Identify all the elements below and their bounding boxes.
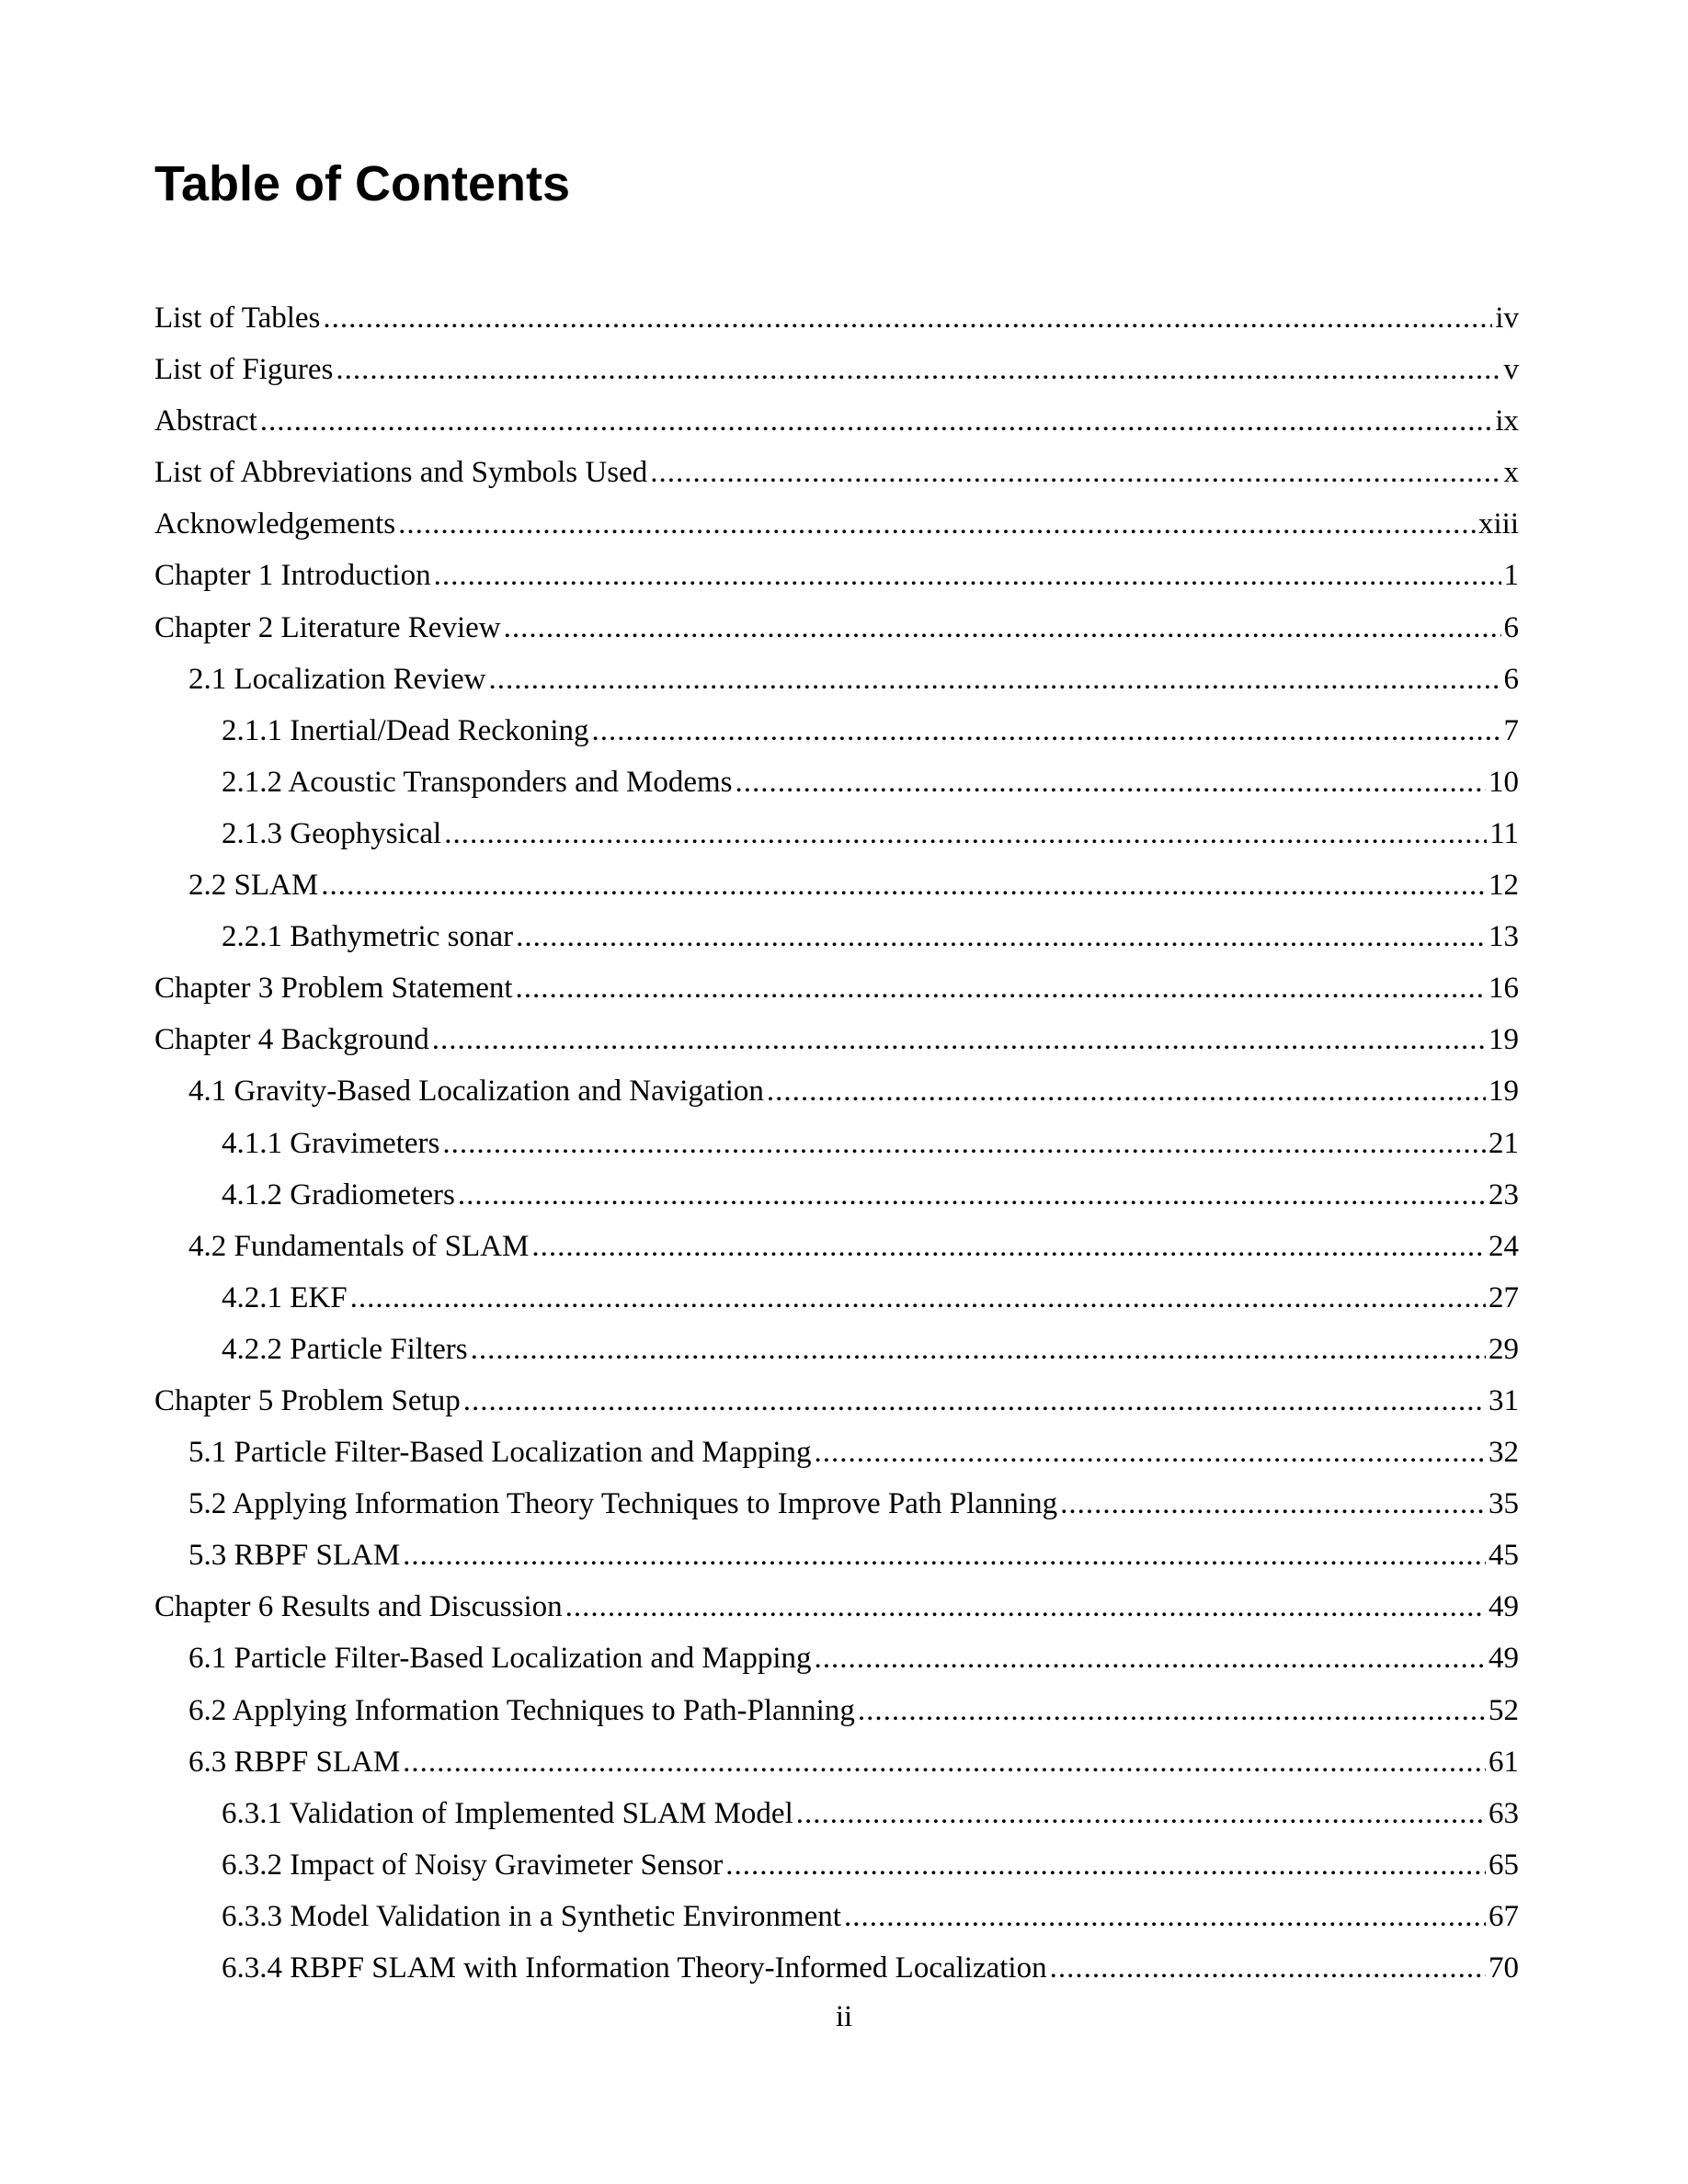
- toc-entry[interactable]: [154, 602, 1519, 654]
- toc-entry-label: 4.2.1 EKF: [222, 1280, 348, 1314]
- toc-entry-page-number: 16: [1488, 972, 1519, 1006]
- toc-entry[interactable]: [154, 911, 1519, 962]
- page-title: Table of Contents: [154, 156, 570, 211]
- toc-entry[interactable]: [154, 1324, 1519, 1375]
- toc-entry-page-number: 23: [1488, 1177, 1519, 1211]
- dot-leader: [516, 962, 1486, 1014]
- dot-leader: [814, 1427, 1486, 1478]
- dot-leader: [796, 1788, 1486, 1839]
- toc-entry[interactable]: [154, 1788, 1519, 1839]
- toc-entry-label: 6.1 Particle Filter-Based Localization and Mapping: [188, 1642, 812, 1676]
- toc-entry-page-number: v: [1503, 353, 1519, 387]
- toc-entry-page-number: 32: [1488, 1436, 1519, 1470]
- toc-entry[interactable]: [154, 550, 1519, 601]
- toc-list: [154, 292, 1519, 1994]
- toc-entry-label: 6.3 RBPF SLAM: [188, 1745, 401, 1779]
- toc-entry-label: 2.2.1 Bathymetric sonar: [222, 920, 514, 954]
- toc-entry[interactable]: [154, 1375, 1519, 1427]
- toc-entry-page-number: 27: [1488, 1280, 1519, 1314]
- dot-leader: [592, 705, 1501, 756]
- toc-entry-label: 6.2 Applying Information Techniques to Path-Planning: [188, 1693, 855, 1727]
- toc-entry[interactable]: [154, 1632, 1519, 1684]
- dot-leader: [458, 1169, 1486, 1221]
- toc-entry[interactable]: [154, 1427, 1519, 1478]
- toc-entry[interactable]: [154, 1736, 1519, 1788]
- toc-entry[interactable]: [154, 447, 1519, 498]
- dot-leader: [767, 1065, 1486, 1117]
- toc-entry-label: Abstract: [154, 404, 257, 438]
- dot-leader: [260, 395, 1493, 447]
- toc-entry-page-number: 52: [1488, 1693, 1519, 1727]
- toc-entry-page-number: 24: [1488, 1229, 1519, 1263]
- toc-entry[interactable]: [154, 292, 1519, 344]
- toc-entry-label: Chapter 4 Background: [154, 1023, 429, 1057]
- toc-entry[interactable]: [154, 1530, 1519, 1581]
- toc-entry-page-number: 70: [1488, 1951, 1519, 1985]
- toc-entry[interactable]: [154, 808, 1519, 859]
- toc-entry-page-number: xiii: [1477, 507, 1519, 541]
- toc-entry-label: 5.1 Particle Filter-Based Localization and Mapping: [188, 1436, 812, 1470]
- toc-entry[interactable]: [154, 395, 1519, 447]
- dot-leader: [350, 1272, 1486, 1324]
- dot-leader: [434, 550, 1501, 601]
- toc-entry[interactable]: [154, 344, 1519, 395]
- dot-leader: [444, 808, 1487, 859]
- toc-entry-page-number: 19: [1488, 1023, 1519, 1057]
- dot-leader: [531, 1221, 1486, 1272]
- dot-leader: [442, 1118, 1486, 1169]
- toc-entry[interactable]: [154, 1581, 1519, 1632]
- toc-entry-page-number: 6: [1503, 610, 1519, 644]
- toc-entry-label: 4.2 Fundamentals of SLAM: [188, 1229, 530, 1263]
- toc-entry-label: 5.3 RBPF SLAM: [188, 1539, 401, 1573]
- toc-entry-label: 6.3.1 Validation of Implemented SLAM Model: [222, 1796, 793, 1830]
- toc-entry-label: 6.3.2 Impact of Noisy Gravimeter Sensor: [222, 1848, 724, 1882]
- toc-entry-label: List of Figures: [154, 353, 334, 387]
- dot-leader: [1050, 1942, 1486, 1994]
- toc-entry-page-number: 11: [1489, 816, 1519, 850]
- toc-entry-label: 4.1.1 Gravimeters: [222, 1126, 440, 1160]
- toc-entry[interactable]: [154, 1891, 1519, 1942]
- toc-entry-label: List of Tables: [154, 301, 321, 335]
- toc-entry-label: Chapter 2 Literature Review: [154, 610, 501, 644]
- toc-entry-label: 2.1.2 Acoustic Transponders and Modems: [222, 765, 733, 799]
- dot-leader: [336, 344, 1500, 395]
- dot-leader: [814, 1632, 1486, 1684]
- dot-leader: [650, 447, 1500, 498]
- toc-entry-label: 4.1 Gravity-Based Localization and Navigation: [188, 1075, 764, 1109]
- toc-entry[interactable]: [154, 1221, 1519, 1272]
- dot-leader: [516, 911, 1486, 962]
- toc-entry-label: Chapter 1 Introduction: [154, 559, 431, 593]
- dot-leader: [323, 292, 1492, 344]
- toc-entry[interactable]: [154, 1685, 1519, 1736]
- toc-entry[interactable]: [154, 654, 1519, 705]
- dot-leader: [398, 498, 1476, 550]
- dot-leader: [858, 1685, 1486, 1736]
- toc-entry-page-number: 61: [1488, 1745, 1519, 1779]
- dot-leader: [403, 1530, 1486, 1581]
- toc-entry-label: List of Abbreviations and Symbols Used: [154, 456, 648, 490]
- toc-entry-page-number: 19: [1488, 1075, 1519, 1109]
- toc-entry-label: 4.1.2 Gradiometers: [222, 1177, 455, 1211]
- toc-entry-label: 6.3.3 Model Validation in a Synthetic Environment: [222, 1899, 841, 1933]
- toc-entry[interactable]: [154, 705, 1519, 756]
- toc-entry-page-number: 1: [1503, 559, 1519, 593]
- toc-entry-page-number: 67: [1488, 1899, 1519, 1933]
- toc-entry-page-number: 10: [1488, 765, 1519, 799]
- toc-entry-label: Chapter 3 Problem Statement: [154, 972, 513, 1006]
- dot-leader: [463, 1375, 1486, 1427]
- toc-entry-page-number: 29: [1488, 1332, 1519, 1366]
- toc-entry-page-number: 21: [1488, 1126, 1519, 1160]
- toc-entry-page-number: iv: [1495, 301, 1519, 335]
- toc-entry-page-number: 65: [1488, 1848, 1519, 1882]
- toc-entry[interactable]: [154, 498, 1519, 550]
- toc-entry[interactable]: [154, 756, 1519, 808]
- dot-leader: [488, 654, 1500, 705]
- toc-entry[interactable]: [154, 859, 1519, 911]
- dot-leader: [432, 1014, 1486, 1065]
- toc-entry[interactable]: [154, 1839, 1519, 1891]
- toc-entry[interactable]: [154, 1118, 1519, 1169]
- toc-entry-label: Chapter 6 Results and Discussion: [154, 1590, 563, 1624]
- toc-entry-label: Chapter 5 Problem Setup: [154, 1383, 461, 1417]
- toc-entry[interactable]: [154, 1169, 1519, 1221]
- toc-entry-label: 2.1 Localization Review: [188, 662, 486, 696]
- toc-entry-page-number: x: [1503, 456, 1519, 490]
- toc-entry-page-number: 63: [1488, 1796, 1519, 1830]
- dot-leader: [1060, 1478, 1486, 1530]
- toc-entry-page-number: 12: [1488, 869, 1519, 903]
- dot-leader: [471, 1324, 1486, 1375]
- toc-entry-label: 2.2 SLAM: [188, 869, 319, 903]
- toc-entry-page-number: 31: [1488, 1383, 1519, 1417]
- toc-entry-page-number: 13: [1488, 920, 1519, 954]
- toc-entry-label: 6.3.4 RBPF SLAM with Information Theory-Informed Localization: [222, 1951, 1047, 1985]
- dot-leader: [565, 1581, 1486, 1632]
- toc-entry-label: 2.1.1 Inertial/Dead Reckoning: [222, 713, 589, 747]
- toc-entry[interactable]: [154, 1014, 1519, 1065]
- toc-entry[interactable]: [154, 1478, 1519, 1530]
- toc-entry[interactable]: [154, 1065, 1519, 1117]
- dot-leader: [736, 756, 1487, 808]
- toc-entry-page-number: ix: [1495, 404, 1519, 438]
- dot-leader: [321, 859, 1486, 911]
- toc-entry-label: 4.2.2 Particle Filters: [222, 1332, 468, 1366]
- toc-entry[interactable]: [154, 1942, 1519, 1994]
- toc-entry-page-number: 49: [1488, 1642, 1519, 1676]
- toc-entry-label: 5.2 Applying Information Theory Techniques to Improve Path Planning: [188, 1487, 1058, 1521]
- dot-leader: [725, 1839, 1486, 1891]
- dot-leader: [403, 1736, 1486, 1788]
- dot-leader: [844, 1891, 1486, 1942]
- toc-entry-label: Acknowledgements: [154, 507, 396, 541]
- toc-entry-page-number: 49: [1488, 1590, 1519, 1624]
- toc-entry-page-number: 7: [1503, 713, 1519, 747]
- dot-leader: [504, 602, 1501, 654]
- toc-entry-page-number: 45: [1488, 1539, 1519, 1573]
- toc-entry[interactable]: [154, 962, 1519, 1014]
- toc-entry-page-number: 6: [1503, 662, 1519, 696]
- toc-entry-label: 2.1.3 Geophysical: [222, 816, 442, 850]
- toc-entry-page-number: 35: [1488, 1487, 1519, 1521]
- toc-entry[interactable]: [154, 1272, 1519, 1324]
- page-number: ii: [835, 2000, 853, 2033]
